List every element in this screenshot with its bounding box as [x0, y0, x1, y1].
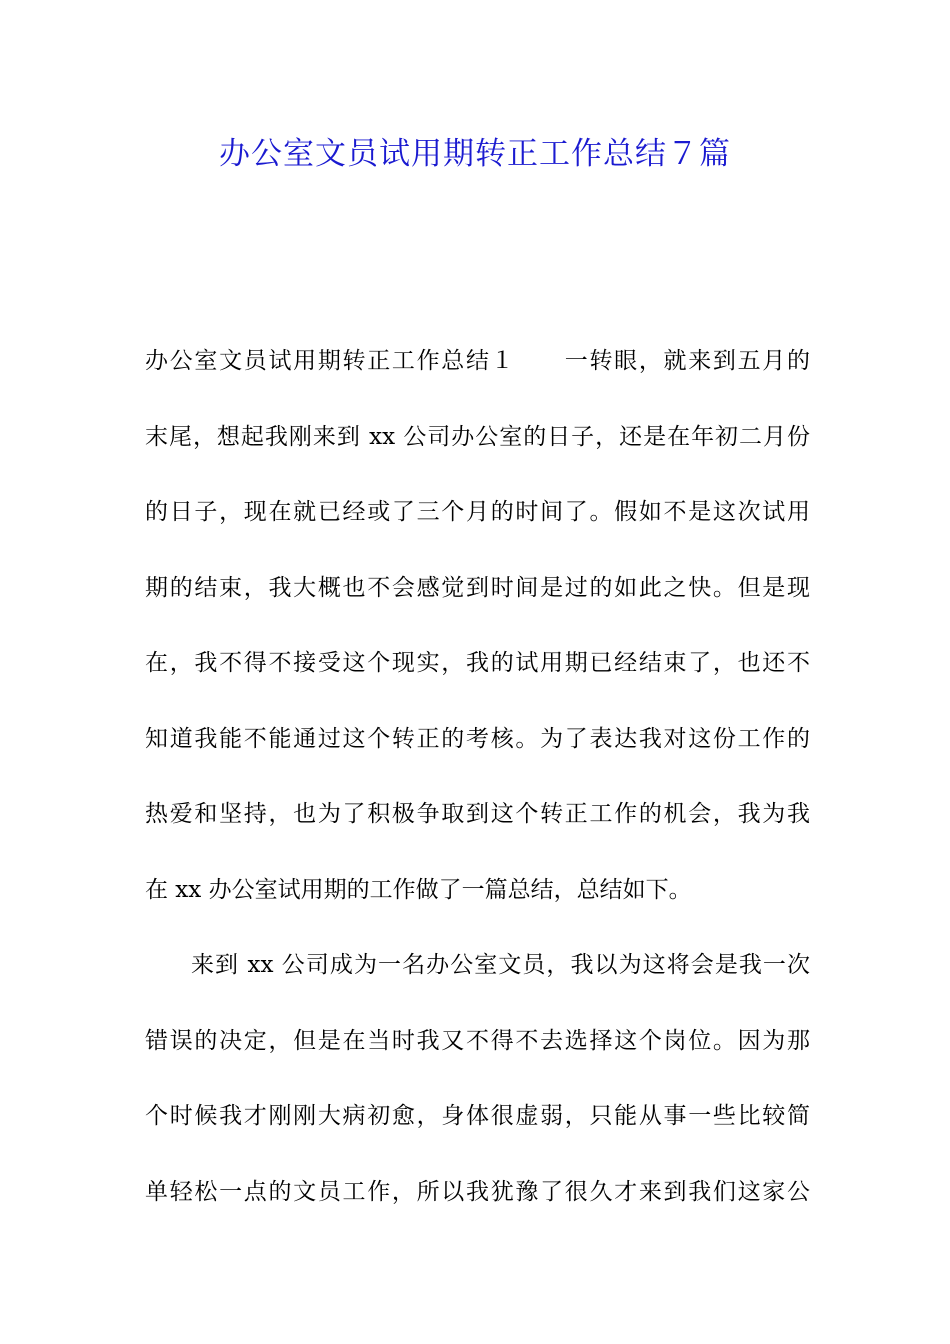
paragraph-line: 知道我能不能通过这个转正的考核。为了表达我对这份工作的	[145, 725, 810, 752]
paragraph-line: 个时候我才刚刚大病初愈，身体很虚弱，只能从事一些比较简	[145, 1103, 810, 1129]
paragraph-line: 在，我不得不接受这个现实，我的试用期已经结束了，也还不	[145, 650, 810, 676]
paragraph-line: 期的结束，我大概也不会感觉到时间是过的如此之快。但是现	[145, 574, 810, 601]
paragraph-line: 办公室文员试用期转正工作总结１ 一转眼，就来到五月的	[145, 348, 810, 374]
paragraph-line: 单轻松一点的文员工作，所以我犹豫了很久才来到我们这家公	[145, 1178, 810, 1205]
paragraph-line: 在 xx 办公室试用期的工作做了一篇总结，总结如下。	[145, 876, 692, 903]
paragraph-line: 错误的决定，但是在当时我又不得不去选择这个岗位。因为那	[145, 1027, 810, 1054]
paragraph-line: 末尾，想起我刚来到 xx 公司办公室的日子，还是在年初二月份	[145, 423, 810, 450]
paragraph-line: 热爱和坚持，也为了积极争取到这个转正工作的机会，我为我	[145, 801, 810, 827]
document-body	[145, 335, 810, 1241]
document-title: 办公室文员试用期转正工作总结７篇	[219, 136, 731, 172]
paragraph-line: 来到 xx 公司成为一名办公室文员，我以为这将会是我一次	[191, 952, 810, 978]
paragraph-line: 的日子，现在就已经或了三个月的时间了。假如不是这次试用	[145, 499, 810, 525]
